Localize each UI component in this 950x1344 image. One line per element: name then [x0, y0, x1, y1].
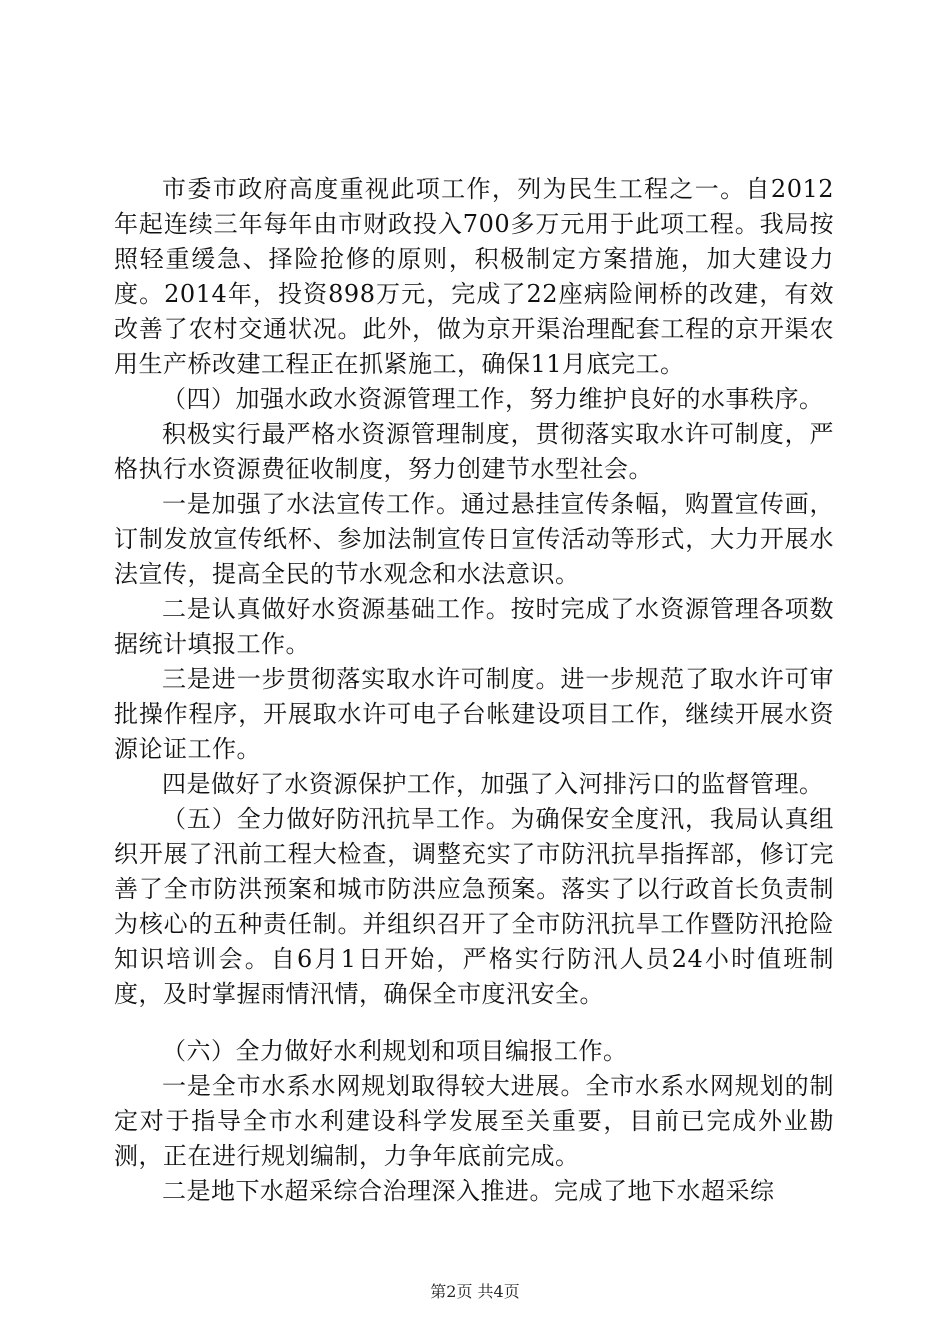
- heading-section-six: （六）全力做好水利规划和项目编报工作。: [162, 1037, 628, 1065]
- paragraph-planning-item-two: 二是地下水超采综合治理深入推进。完成了地下水超采综: [162, 1177, 775, 1205]
- paragraph-item-four: 四是做好了水资源保护工作，加强了入河排污口的监督管理。: [162, 770, 824, 798]
- paragraph-section-five: （五）全力做好防汛抗旱工作。为确保安全度汛，我局认真组织开展了汛前工程大检查，调整充实了市防汛抗旱指挥部，修订完善了全市防洪预案和城市防洪应急预案。落实了以行政首长负责制为核心的五种责任制。并组织召开了全市防汛抗旱工作暨防汛抢险知识培训会。自6月1日开始，严格实行防汛人员24小时值班制度，及时掌握雨情汛情，确保全市度汛安全。: [114, 805, 834, 1008]
- document-body: [114, 172, 834, 1209]
- paragraph-planning-item-one: 一是全市水系水网规划取得较大进展。全市水系水网规划的制定对于指导全市水利建设科学发展至关重要，目前已完成外业勘测，正在进行规划编制，力争年底前完成。: [114, 1072, 834, 1170]
- paragraph-item-two: 二是认真做好水资源基础工作。按时完成了水资源管理各项数据统计填报工作。: [114, 595, 834, 658]
- heading-section-four: （四）加强水政水资源管理工作，努力维护良好的水事秩序。: [162, 385, 824, 413]
- paragraph-item-one: 一是加强了水法宣传工作。通过悬挂宣传条幅，购置宣传画，订制发放宣传纸杯、参加法制宣传日宣传活动等形式，大力开展水法宣传，提高全民的节水观念和水法意识。: [114, 490, 834, 588]
- paragraph-item-three: 三是进一步贯彻落实取水许可制度。进一步规范了取水许可审批操作程序，开展取水许可电子台帐建设项目工作，继续开展水资源论证工作。: [114, 665, 834, 763]
- paragraph-water-management: 积极实行最严格水资源管理制度，贯彻落实取水许可制度，严格执行水资源费征收制度，努力创建节水型社会。: [114, 420, 834, 483]
- paragraph-bridge-project: 市委市政府高度重视此项工作，列为民生工程之一。自2012年起连续三年每年由市财政投入700多万元用于此项工程。我局按照轻重缓急、择险抢修的原则，积极制定方案措施，加大建设力度。2014年，投资898万元，完成了22座病险闸桥的改建，有效改善了农村交通状况。此外，做为京开渠治理配套工程的京开渠农用生产桥改建工程正在抓紧施工，确保11月底完工。: [114, 175, 834, 378]
- page-number-footer: 第2页 共4页: [430, 1282, 520, 1301]
